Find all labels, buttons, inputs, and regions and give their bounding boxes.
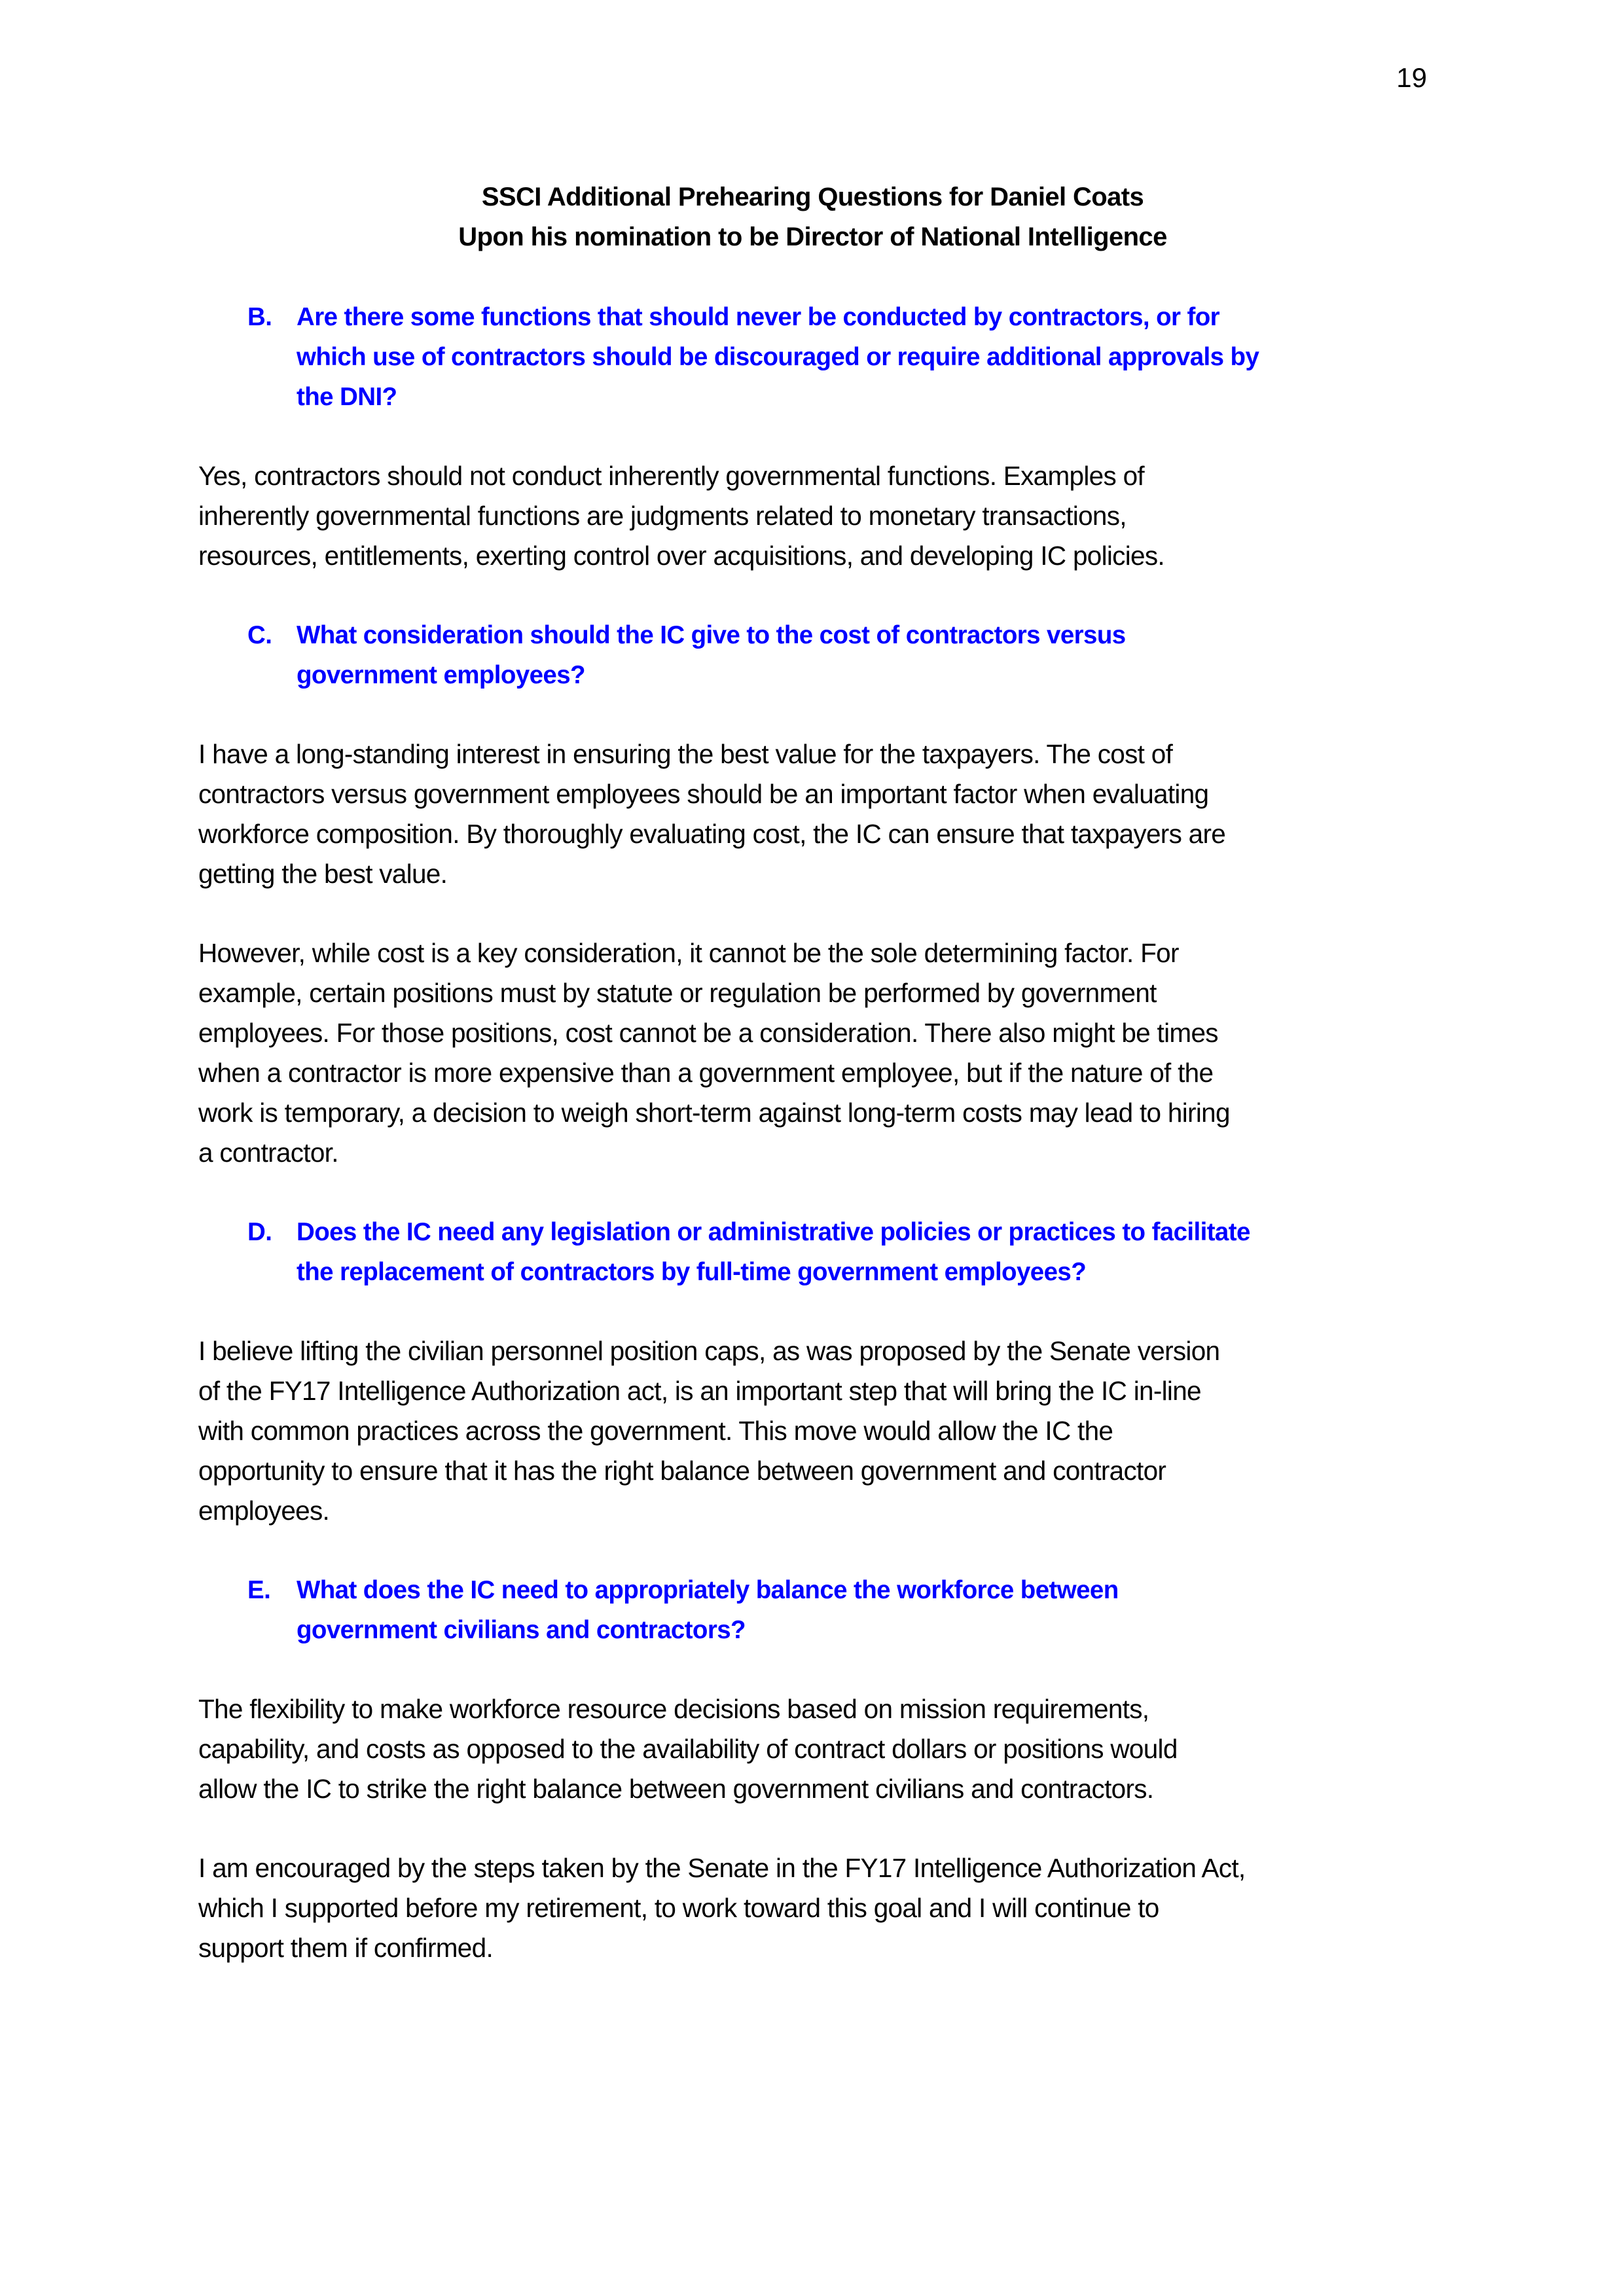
page-content	[198, 177, 1427, 2007]
question-line: What consideration should the IC give to the cost of contractors versus	[297, 621, 1126, 649]
answer-line: of the FY17 Intelligence Authorization act, is an important step that will bring the IC in-line	[198, 1376, 1201, 1406]
question-line: Are there some functions that should never be conducted by contractors, or for	[297, 303, 1220, 331]
question-marker: E.	[247, 1576, 271, 1604]
question-line: government employees?	[297, 661, 585, 689]
question-line: government civilians and contractors?	[297, 1616, 746, 1644]
answer-line: I have a long-standing interest in ensuring the best value for the taxpayers. The cost of	[198, 739, 1173, 769]
answer-line: allow the IC to strike the right balance between government civilians and contractors.	[198, 1774, 1154, 1804]
answer-line: when a contractor is more expensive than a government employee, but if the nature of the	[198, 1058, 1214, 1088]
answer-line: workforce composition. By thoroughly evaluating cost, the IC can ensure that taxpayers are	[198, 819, 1226, 849]
answer-line: getting the best value.	[198, 859, 448, 889]
question-e	[198, 1570, 1427, 1650]
answer-line: a contractor.	[198, 1138, 338, 1168]
question-line: which use of contractors should be discouraged or require additional approvals by	[297, 343, 1259, 371]
answer-line: example, certain positions must by statute or regulation be performed by government	[198, 978, 1157, 1008]
document-title	[198, 177, 1427, 257]
question-d	[198, 1212, 1427, 1292]
answer-line: employees. For those positions, cost cannot be a consideration. There also might be times	[198, 1018, 1218, 1048]
answer-line: I believe lifting the civilian personnel position caps, as was proposed by the Senate version	[198, 1336, 1220, 1366]
answer-line: However, while cost is a key consideration, it cannot be the sole determining factor. For	[198, 938, 1179, 968]
question-marker: C.	[247, 621, 272, 649]
answer-line: capability, and costs as opposed to the availability of contract dollars or positions would	[198, 1734, 1178, 1764]
answer-e-paragraph-1	[198, 1689, 1427, 1809]
page-number: 19	[1396, 62, 1427, 93]
question-marker: D.	[247, 1218, 272, 1246]
answer-c-paragraph-1	[198, 734, 1427, 894]
question-line: What does the IC need to appropriately balance the workforce between	[297, 1576, 1119, 1604]
answer-c-paragraph-2	[198, 933, 1427, 1173]
answer-d-paragraph-1	[198, 1331, 1427, 1531]
answer-line: Yes, contractors should not conduct inherently governmental functions. Examples of	[198, 461, 1144, 491]
question-marker: B.	[247, 303, 272, 331]
answer-line: support them if confirmed.	[198, 1933, 494, 1963]
answer-line: I am encouraged by the steps taken by the Senate in the FY17 Intelligence Authorization Act,	[198, 1853, 1246, 1883]
answer-line: employees.	[198, 1496, 330, 1526]
question-line: the DNI?	[297, 383, 397, 411]
answer-b-paragraph-1	[198, 456, 1427, 576]
question-line: the replacement of contractors by full-time government employees?	[297, 1258, 1087, 1286]
answer-line: opportunity to ensure that it has the right balance between government and contractor	[198, 1456, 1166, 1486]
subtitle-line: Upon his nomination to be Director of National Intelligence	[458, 223, 1167, 251]
answer-line: with common practices across the government. This move would allow the IC the	[198, 1416, 1113, 1446]
answer-line: work is temporary, a decision to weigh short-term against long-term costs may lead to hiring	[198, 1098, 1230, 1128]
answer-e-paragraph-2	[198, 1848, 1427, 1968]
question-line: Does the IC need any legislation or administrative policies or practices to facilitate	[297, 1218, 1250, 1246]
answer-line: resources, entitlements, exerting control over acquisitions, and developing IC policies.	[198, 541, 1164, 571]
answer-line: contractors versus government employees should be an important factor when evaluating	[198, 779, 1209, 809]
answer-line: The flexibility to make workforce resource decisions based on mission requirements,	[198, 1694, 1149, 1724]
question-b	[198, 297, 1427, 417]
answer-line: inherently governmental functions are judgments related to monetary transactions,	[198, 501, 1127, 531]
title-line: SSCI Additional Prehearing Questions for Daniel Coats	[481, 183, 1144, 211]
question-c	[198, 615, 1427, 695]
answer-line: which I supported before my retirement, to work toward this goal and I will continue to	[198, 1893, 1159, 1923]
